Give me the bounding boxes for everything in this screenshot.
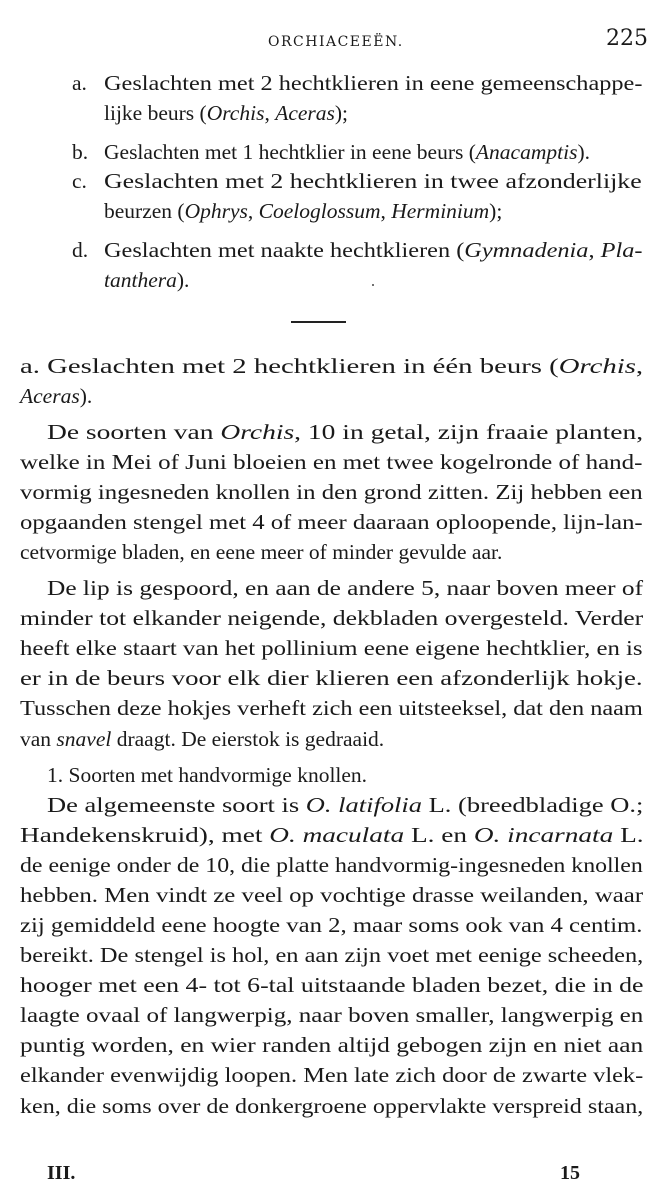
body-line: a. Geslachten met 2 hechtklieren in één beurs (Orchis, (20, 354, 644, 378)
running-header: ORCHIACEEËN. (268, 34, 404, 50)
key-line: Geslachten met 1 hechtklier in eene beurs (Anacamptis). (104, 140, 590, 164)
body-line: De lip is gespoord, en aan de andere 5, naar boven meer of (47, 576, 644, 600)
body-line: Aceras). (20, 384, 93, 408)
body-line: cetvormige bladen, en eene meer of minder gevulde aar. (20, 540, 503, 564)
key-line: Geslachten met 2 hechtklieren in eene gemeenschappe- (104, 71, 643, 95)
key-line: Geslachten met naakte hechtklieren (Gymnadenia, Pla- (104, 238, 643, 262)
body-line: bereikt. De stengel is hol, en aan zijn voet met eenige scheeden, (20, 943, 644, 967)
section-divider (291, 321, 346, 323)
body-line: puntig worden, en wier randen altijd gebogen zijn en niet aan (20, 1033, 644, 1057)
body-line: ken, die soms over de donkergroene oppervlakte verspreid staan, (20, 1094, 644, 1118)
key-line: tanthera). (104, 268, 190, 292)
body-line: van snavel draagt. De eierstok is gedraaid. (20, 727, 385, 751)
body-line: hooger met een 4- tot 6-tal uitstaande bladen bezet, die in de (20, 973, 644, 997)
body-line: Tusschen deze hokjes verheft zich een uitsteeksel, dat den naam (20, 696, 643, 720)
body-line: de eenige onder de 10, die platte handvormig-ingesneden knollen (20, 853, 643, 877)
body-line: hebben. Men vindt ze veel op vochtige drasse weilanden, waar (20, 883, 644, 907)
body-line: opgaanden stengel met 4 of meer daaraan oploopende, lijn-lan- (20, 510, 643, 534)
page-number: 225 (606, 26, 648, 51)
ink-speck (372, 284, 374, 286)
body-line: vormig ingesneden knollen in den grond zitten. Zij hebben een (20, 480, 643, 504)
key-label: c. (72, 169, 87, 193)
body-line: er in de beurs voor elk dier klieren een afzonderlijk hokje. (20, 666, 643, 690)
body-line: welke in Mei of Juni bloeien en met twee kogelronde of hand- (20, 450, 643, 474)
key-label: a. (72, 71, 87, 95)
body-line: Handekenskruid), met O. maculata L. en O. incarnata L. (20, 823, 644, 847)
key-label: d. (72, 238, 89, 262)
body-line: heeft elke staart van het pollinium eene eigene hechtklier, en is (20, 636, 643, 660)
body-line: De algemeenste soort is O. latifolia L. (breedbladige O.; (47, 793, 644, 817)
body-line: laagte ovaal of langwerpig, naar boven smaller, langwerpig en (20, 1003, 644, 1027)
key-line: beurzen (Ophrys, Coeloglossum, Herminium); (104, 199, 503, 223)
body-line: 1. Soorten met handvormige knollen. (47, 763, 368, 787)
body-line: zij gemiddeld eene hoogte van 2, maar soms ook van 4 centim. (20, 913, 643, 937)
key-label: b. (72, 140, 89, 164)
key-line: lijke beurs (Orchis, Aceras); (104, 101, 349, 125)
body-line: elkander evenwijdig loopen. Men late zich door de zwarte vlek- (20, 1063, 644, 1087)
key-line: Geslachten met 2 hechtklieren in twee afzonderlijke (104, 169, 642, 193)
sheet-number: 15 (560, 1162, 580, 1184)
signature-mark: III. (47, 1162, 76, 1184)
body-line: De soorten van Orchis, 10 in getal, zijn fraaie planten, (47, 420, 644, 444)
body-line: minder tot elkander neigende, dekbladen overgesteld. Verder (20, 606, 644, 630)
